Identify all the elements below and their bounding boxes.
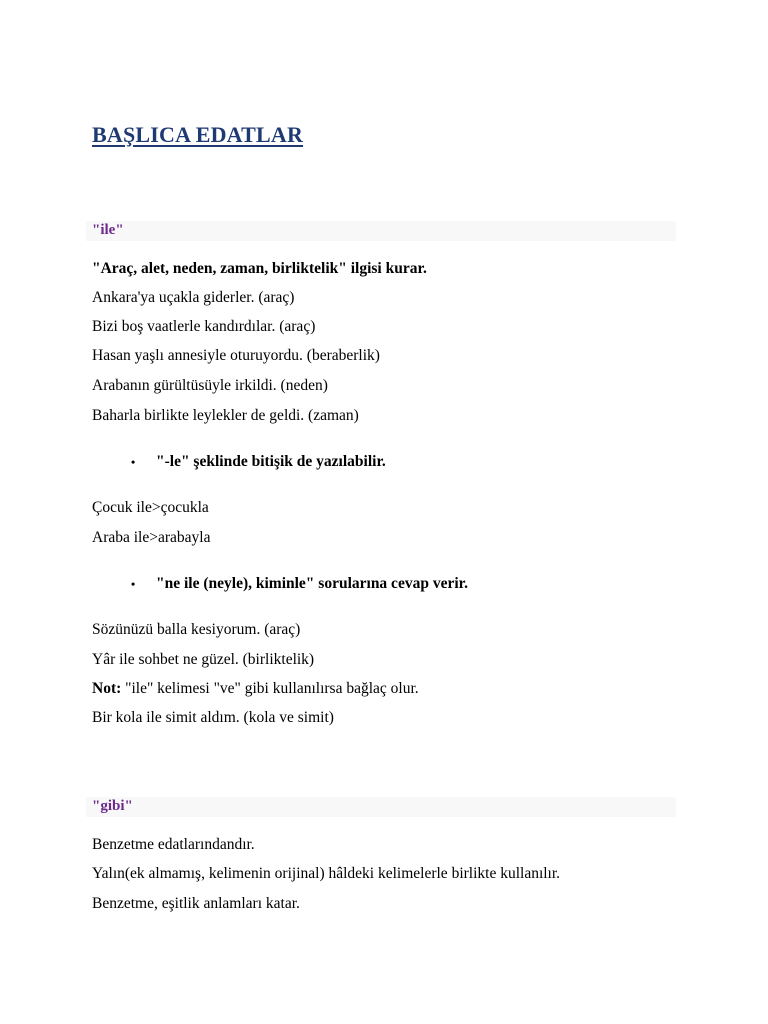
ile-example-3: Hasan yaşlı annesiyle oturuyordu. (beraberlik) (92, 347, 380, 364)
ile-example-4: Arabanın gürültüsüyle irkildi. (neden) (92, 377, 328, 394)
bullet-item-bitisik (131, 452, 386, 472)
soru-example-1: Sözünüzü balla kesiyorum. (araç) (92, 621, 301, 638)
bullet-icon: • (131, 455, 136, 469)
ile-example-1: Ankara'ya uçakla giderler. (araç) (92, 289, 295, 306)
note-text: "ile" kelimesi "ve" gibi kullanılırsa bağlaç olur. (121, 680, 419, 697)
section-band-ile (86, 221, 676, 241)
bullet-icon: • (131, 577, 136, 591)
note-line (92, 679, 419, 699)
gibi-line-2: Yalın(ek almamış, kelimenin orijinal) hâldeki kelimelerle birlikte kullanılır. (92, 865, 561, 882)
note-example: Bir kola ile simit aldım. (kola ve simit) (92, 709, 334, 726)
page-title: BAŞLICA EDATLAR (92, 122, 304, 147)
gibi-line-3: Benzetme, eşitlik anlamları katar. (92, 895, 300, 912)
section-band-gibi (86, 797, 676, 817)
section-heading-gibi: "gibi" (92, 798, 133, 814)
bullet-text: "-le" şeklinde bitişik de yazılabilir. (156, 453, 386, 470)
ile-example-5: Baharla birlikte leylekler de geldi. (zaman) (92, 407, 359, 424)
ile-definition: "Araç, alet, neden, zaman, birliktelik" ilgisi kurar. (92, 260, 427, 277)
bitisik-example-1: Çocuk ile>çocukla (92, 499, 209, 516)
section-heading-ile: "ile" (92, 222, 124, 238)
note-label: Not: (92, 680, 122, 697)
soru-example-2: Yâr ile sohbet ne güzel. (birliktelik) (92, 651, 315, 668)
bitisik-example-2: Araba ile>arabayla (92, 529, 211, 546)
gibi-line-1: Benzetme edatlarındandır. (92, 836, 255, 853)
bullet-text: "ne ile (neyle), kiminle" sorularına cevap verir. (156, 575, 468, 592)
ile-example-2: Bizi boş vaatlerle kandırdılar. (araç) (92, 318, 316, 335)
bullet-item-soru (131, 574, 468, 594)
